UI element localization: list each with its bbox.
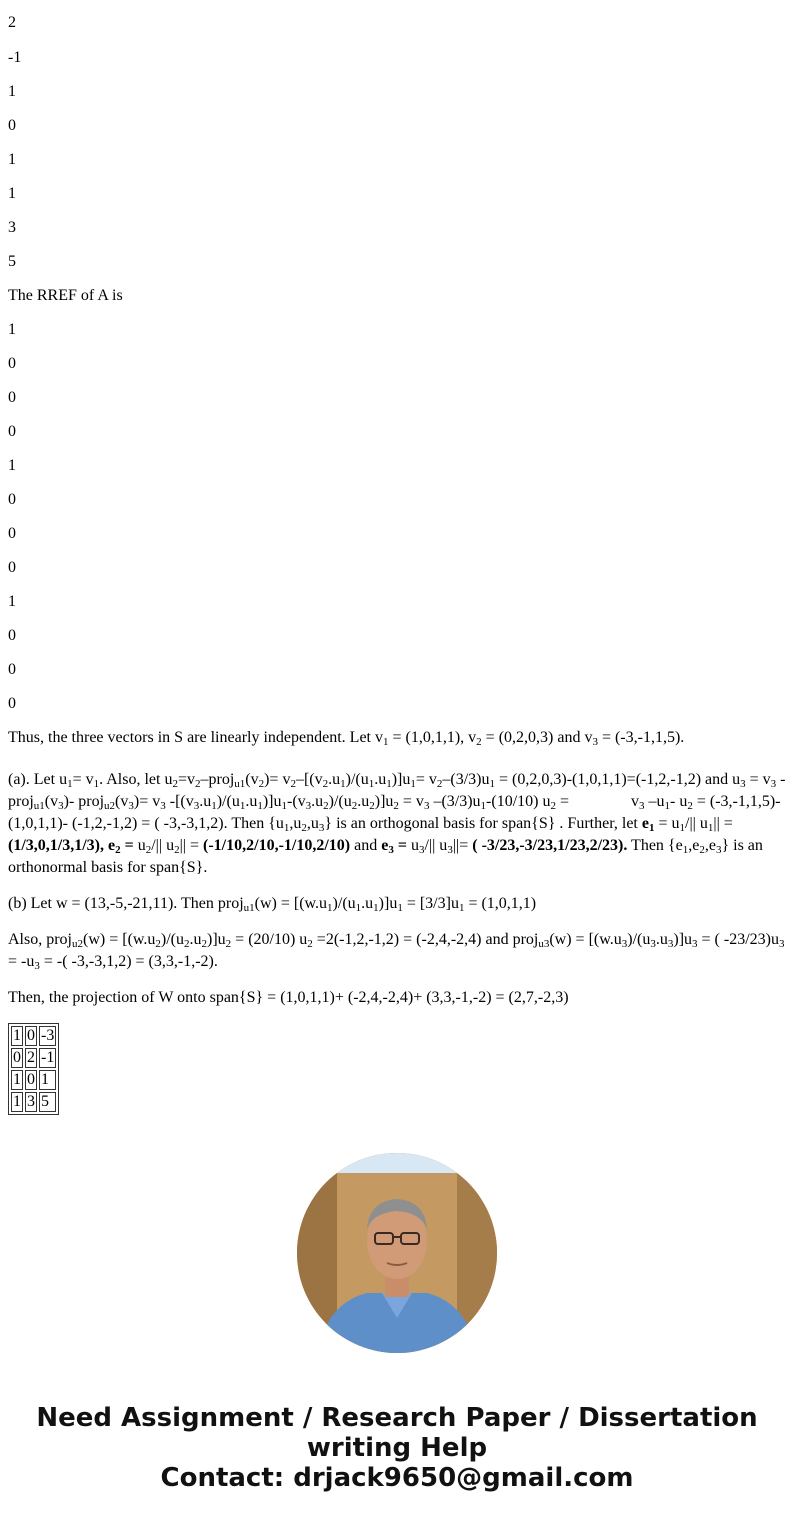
number-line: 0 <box>8 525 16 542</box>
number-line: -1 <box>8 49 22 66</box>
number-line: 0 <box>8 661 16 678</box>
number-line: 1 <box>8 457 16 474</box>
number-line: 0 <box>8 491 16 508</box>
footer-line: Need Assignment / Research Paper / Dissertation <box>36 1403 758 1433</box>
matrix-cell: 5 <box>39 1092 56 1112</box>
matrix-cell: 1 <box>13 1093 21 1110</box>
matrix-table <box>8 1023 59 1115</box>
matrix-cell: 1 <box>39 1070 56 1090</box>
matrix-row <box>11 1048 56 1068</box>
number-line: 0 <box>8 117 16 134</box>
person-portrait-icon <box>297 1153 497 1353</box>
matrix-cell: 0 <box>27 1071 35 1088</box>
number-line: 1 <box>8 83 16 100</box>
matrix-cell: 1 <box>13 1027 21 1044</box>
number-line: 3 <box>8 219 16 236</box>
number-line: 0 <box>8 355 16 372</box>
matrix-cell: -1 <box>41 1049 55 1066</box>
number-line: 0 <box>8 423 16 440</box>
matrix-cell: 0 <box>27 1027 35 1044</box>
footer-contact: Contact: drjack9650@gmail.com <box>160 1463 634 1493</box>
number-line: 1 <box>8 593 16 610</box>
matrix-cell: 3 <box>27 1093 35 1110</box>
number-line: 5 <box>8 253 16 270</box>
document-body <box>8 0 786 1115</box>
author-avatar <box>297 1153 497 1353</box>
number-line: 0 <box>8 559 16 576</box>
rref-intro: The RREF of A is <box>8 287 123 304</box>
matrix-cell: 0 <box>13 1049 21 1066</box>
number-line: 0 <box>8 627 16 644</box>
independence-paragraph: Thus, the three vectors in S are linearly independent. Let $v_1 = (1,0,1,1)$, $v_2 = (0,2,0,3)$ and $v_3 = (-3,-1,1,5)$. <box>8 729 685 748</box>
matrix-row <box>11 1092 56 1112</box>
footer-banner <box>0 1403 794 1493</box>
footer-line: writing Help <box>306 1433 488 1463</box>
matrix-cell: -3 <box>41 1027 55 1044</box>
also-paragraph: Also, proj$_{u2}$(w) = $[(w.u_2)/(u_2.u_2)]u_2 = (20/10)$ $u_2 =2(-1,2,-1,2) = (-2,4,-2,4)$ and proj$_{u3}$(w) = $[(w.u_3)/(u_3.u_3)]u_3$ = ( $-23/23)u_3 = -u_3$ = -( -3,-3,1,2) = (3,3,-1,-2). <box>8 931 785 972</box>
number-line: 2 <box>8 14 16 31</box>
number-line: 1 <box>8 185 16 202</box>
matrix-row <box>11 1026 56 1046</box>
number-line: 0 <box>8 389 16 406</box>
part-b-paragraph: (b) Let w = (13,-5,-21,11). Then proj$_{u1}$(w) = $[(w.u_1)/(u_1.u_1)]u_1 = [3/3]u_1 = (1,0,1,1)$ <box>8 895 537 914</box>
matrix-row <box>11 1070 56 1090</box>
matrix-cell: 1 <box>13 1071 21 1088</box>
top-number-list <box>8 0 786 714</box>
number-line: 0 <box>8 695 16 712</box>
number-line: 1 <box>8 321 16 338</box>
part-a-paragraph: (a). Let $u_1= v_1$. Also, let $u_2=v_2-proj_{u1}(v_2)= v_2-[(v_2.u_1)/(u_1.u_1)]u_1= v_2-(3/3)u_1 = (0,2,0,3)-(1,0,1,1)=(-1,2,-1,2)$ and $u_3 = v_3$ - $proj_{u1}(v_3)-$ $proj_{u2}(v_3)= v_3$ $-[(v_3.u_1)/(u_1.u_1)]u_1-(v_3.u_2)/(u_2.u_2)]u_2 = v_3$ $-(3/3)u_1-(10/10) u_2 = v_3$ $-u_1-$ $u_2 = (-3,-1,1,5)-$ (1,0,1,1)- (-1,2,-1,2) = ( -3,-3,1,2). Then $\{u_1,u_2,u_3\}$ is an orthogonal basis for span{S} . Further, let $e_1 = u_1/||$ $u_1|| = (1/3,0,1/3,1/3)$, $e_2 = u_2/||$ $u_2|| = (-1/10,2/10,-1/10,2/10)$ and $e_3 = u_3/||$ $u_3||=$ ( -3/23,-3/23,1/23,2/23). Then $\{e_1,e_2,e_3\}$ is an orthonormal basis for span{S}. <box>8 771 786 876</box>
matrix-cell: 2 <box>27 1049 35 1066</box>
projection-paragraph: Then, the projection of W onto span{S} = (1,0,1,1)+ (-2,4,-2,4)+ (3,3,-1,-2) = (2,7,-2,3) <box>8 989 569 1006</box>
number-line: 1 <box>8 151 16 168</box>
